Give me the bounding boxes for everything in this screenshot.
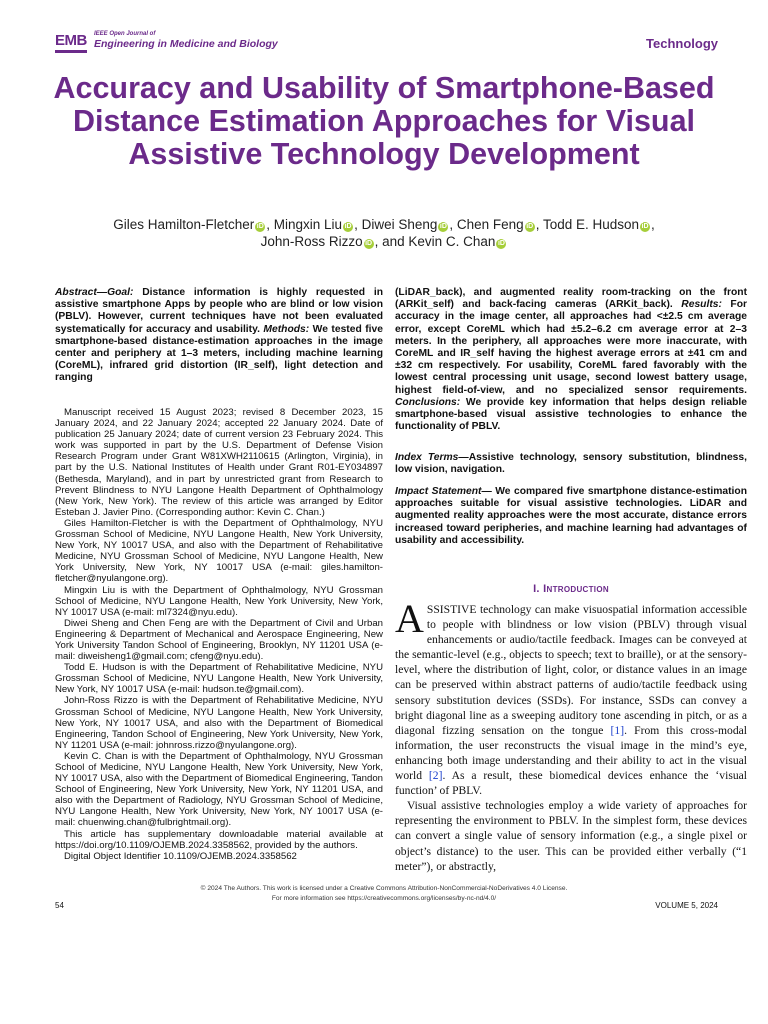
impact-text: We compared five smartphone distance-estimation approaches suitable for visual assistive technologies. LiDAR and augmented reality approaches were the most accurate, distance errors increased toward peripheries, and machine learning had advantages of usability and accessibility. bbox=[395, 486, 747, 546]
abstract-results: For accuracy in the image center, all approaches had <±2.5 cm average error, except CoreML which had ±5.2–6.2 cm average error at 2–3 meters. In the periphery, all approaches were more inaccurate, with CoreML and IR_self having the highest average errors at ±41 cm and ±32 cm respectively. For usability, CoreML fared favorably with the lowest central processing unit usage, second lowest battery usage, highest field-of-view, and no specialized sensor requirements. bbox=[395, 299, 747, 396]
methods-label: Methods: bbox=[263, 323, 310, 335]
journal-name: Engineering in Medicine and Biology bbox=[94, 38, 278, 50]
intro-heading bbox=[395, 583, 747, 595]
paper-title: Accuracy and Usability of Smartphone-Based Distance Estimation Approaches for Visual Assistive Technology Development bbox=[53, 71, 715, 171]
index-terms bbox=[395, 452, 747, 476]
orcid-icon[interactable]: iD bbox=[256, 223, 264, 230]
impact-label: Impact Statement— bbox=[395, 486, 492, 497]
orcid-icon[interactable]: iD bbox=[365, 240, 373, 247]
page-number: 54 bbox=[55, 901, 64, 910]
intro-body bbox=[395, 596, 747, 874]
intro-heading-text: Introduction bbox=[543, 583, 609, 595]
author-name: Diwei Sheng bbox=[361, 217, 438, 232]
footnote-manuscript: Manuscript received 15 August 2023; revised 8 December 2023, 15 January 2024, and 22 January 2024; accepted 22 January 2024. Date of publication 25 January 2024; date of current version 23 February 2024. This work was supported in part by the U.S. Department of Defense Vision Research Program under Grant W81XWH2110615 (Arlington, Virginia), in part by the U.S. National Institutes of Health under Grant R01-EY034897 (Bethesda, Maryland), and in part by unrestricted grant from Research to Prevent Blindness to NYU Langone Health Department of Ophthalmology (New York, New York). The review of this article was arranged by Editor Esteban J. Javier Pino. (Corresponding author: Kevin C. Chan.) bbox=[55, 407, 383, 518]
abstract-right-column bbox=[395, 287, 747, 433]
goal-label: Goal: bbox=[107, 287, 134, 298]
impact-statement bbox=[395, 486, 747, 547]
index-terms-label: Index Terms— bbox=[395, 452, 469, 463]
orcid-icon[interactable]: iD bbox=[497, 240, 505, 247]
orcid-icon[interactable]: iD bbox=[526, 223, 534, 230]
footnote-affiliation: Kevin C. Chan is with the Department of Ophthalmology, NYU Grossman School of Medicine, NYU Langone Health, New York University, New York, NY 10017 USA, also with the Department of Biomedical Engineering, Tandon School of Engineering, New York University, New York, NY 11201 USA, and also with the Department of Radiology, NYU Grossman School of Medicine, NYU Langone Health, New York University, New York, NY 10017 USA (e-mail: chuenwing.chan@fulbrightmail.org). bbox=[55, 750, 383, 829]
dropcap: A bbox=[395, 596, 424, 641]
author-name: Todd E. Hudson bbox=[542, 217, 640, 232]
abstract-conclusions: We provide key information that helps design reliable smartphone-based visual assistive technologies to enhance the functionality of PBLV. bbox=[395, 396, 747, 433]
intro-paragraph-1 bbox=[395, 596, 747, 798]
license-link[interactable]: For more information see https://creativecommons.org/licenses/by-nc-nd/4.0/ bbox=[271, 895, 497, 902]
license-line: © 2024 The Authors. This work is licensed under a Creative Commons Attribution-NonCommercial-NoDerivatives 4.0 License. bbox=[200, 885, 568, 892]
logo-underline bbox=[55, 50, 87, 53]
abstract-methods-part1: We tested five smartphone-based distance-estimation approaches in the image center and periphery at 1–3 meters, including machine learning (CoreML), infrared grid distortion (IR_self), light detection and ranging bbox=[55, 323, 383, 384]
footnote-affiliation: Diwei Sheng and Chen Feng are with the Department of Civil and Urban Engineering & Department of Mechanical and Aerospace Engineering, New York University Tandon School of Engineering, Brooklyn, NY 11201 USA (e-mail: diweisheng1@gmail.com; cfeng@nyu.edu). bbox=[55, 617, 383, 663]
author-name: John-Ross Rizzo bbox=[260, 234, 363, 249]
intro-paragraph-2: Visual assistive technologies employ a wide variety of approaches for representing the environment to PBLV. In the simplest form, these devices can convert a single value of sensory information (e.g., a single pixel or object’s distance) to the user. This can be provided either verbally (“1 meter”), or abstractly, bbox=[395, 799, 747, 873]
orcid-icon[interactable]: iD bbox=[344, 223, 352, 230]
conclusions-label: Conclusions: bbox=[395, 396, 461, 408]
intro-text: SSISTIVE technology can make visuospatial information accessible to people with blindness or low vision (PBLV) through visual enhancements or audio/tactile feedback. Images can be conveyed at the semantic-level (e.g., objects to speech; text to braille), or at the sensory-level, where the distribution of light, color, or distance values in an image can be preserved within abstract patterns of audio/tactile feedback using sensory substitution devices (SSDs). For instance, SSDs can convey a bright diagonal line as a sweeping auditory tone ascending in pitch, or as a diagonal fizzing sensation on the tongue bbox=[395, 603, 747, 737]
journal-name-block bbox=[94, 31, 278, 50]
orcid-icon[interactable]: iD bbox=[641, 223, 649, 230]
abstract-goal: Distance information is highly requested in assistive smartphone Apps by people who are blind or low vision (PBLV). However, current techniques have not been evaluated systematically for accuracy and usability. bbox=[55, 287, 383, 335]
volume-label: VOLUME 5, 2024 bbox=[655, 901, 718, 910]
author-list: Giles Hamilton-Fletcher iD , Mingxin Liu iD , Diwei Sheng iD , Chen Feng iD , Todd E. Hudson iD , John-Ross Rizzo iD , and Kevin C. Chan iD bbox=[113, 217, 655, 249]
abstract-label: Abstract— bbox=[55, 287, 108, 298]
author-name: Kevin C. Chan bbox=[408, 234, 496, 249]
footnote-affiliation: Giles Hamilton-Fletcher is with the Department of Ophthalmology, NYU Grossman School of Medicine, NYU Langone Health, New York University, New York, NY 10017 USA, and also with the Department of Rehabilitative Medicine, NYU Grossman School of Medicine, NYU Langone Health, New York University, New York, NY 10017 USA (e-mail: giles.hamilton-fletcher@nyulangone.org). bbox=[55, 517, 383, 585]
logo-text: EMB bbox=[55, 32, 87, 49]
footnote-doi: Digital Object Identifier 10.1109/OJEMB.2024.3358562 bbox=[64, 850, 297, 862]
journal-prefix: IEEE Open Journal of bbox=[94, 31, 156, 37]
footnote-affiliation: Mingxin Liu is with the Department of Ophthalmology, NYU Grossman School of Medicine, NYU Langone Health, New York University, New York, NY 10017 USA (e-mail: ml7324@nyu.edu). bbox=[55, 584, 383, 618]
section-label: Technology bbox=[646, 36, 718, 51]
intro-text: . From this cross-modal information, the user reconstructs the visual image in the mind’s eye, enhancing both image understanding and their ability to act in the visual world bbox=[395, 723, 747, 783]
footnotes bbox=[55, 407, 383, 862]
citation-link[interactable]: [2] bbox=[428, 769, 443, 783]
abstract-methods-part2: (LiDAR_back), and augmented reality room-tracking on the front (ARKit_self) and back-facing cameras (ARKit_back). bbox=[395, 287, 747, 311]
author-name: Giles Hamilton-Fletcher bbox=[113, 217, 255, 232]
abstract-left-column bbox=[55, 287, 383, 385]
footnote-supplementary: This article has supplementary downloadable material available at https://doi.org/10.1109/OJEMB.2024.3358562, provided by the authors. bbox=[55, 828, 383, 851]
results-label: Results: bbox=[681, 299, 722, 311]
footnote-affiliation: John-Ross Rizzo is with the Department of Rehabilitative Medicine, NYU Grossman School of Medicine, NYU Langone Health, New York University, New York, NY 10017 USA, and also with the Department of Biomedical Engineering, Tandon School of Engineering, New York University, New York, NY 11201 USA (e-mail: johnross.rizzo@nyulangone.org). bbox=[55, 695, 383, 751]
citation-link[interactable]: [1] bbox=[610, 723, 625, 737]
author-name: Chen Feng bbox=[456, 217, 524, 232]
author-name: Mingxin Liu bbox=[273, 217, 343, 232]
intro-heading-number: I. bbox=[533, 583, 540, 595]
footnote-affiliation: Todd E. Hudson is with the Department of Rehabilitative Medicine, NYU Grossman School of Medicine, NYU Langone Health, New York University, New York, NY 10017 USA (e-mail: hudson.te@gmail.com). bbox=[55, 662, 383, 696]
license-notice bbox=[55, 884, 713, 904]
emb-logo bbox=[55, 32, 95, 54]
orcid-icon[interactable]: iD bbox=[439, 223, 447, 230]
index-terms-text: Assistive technology, sensory substitution, blindness, low vision, navigation. bbox=[395, 452, 747, 476]
intro-text: . As a result, these biomedical devices enhance the ‘visual function’ of PBLV. bbox=[395, 769, 747, 798]
